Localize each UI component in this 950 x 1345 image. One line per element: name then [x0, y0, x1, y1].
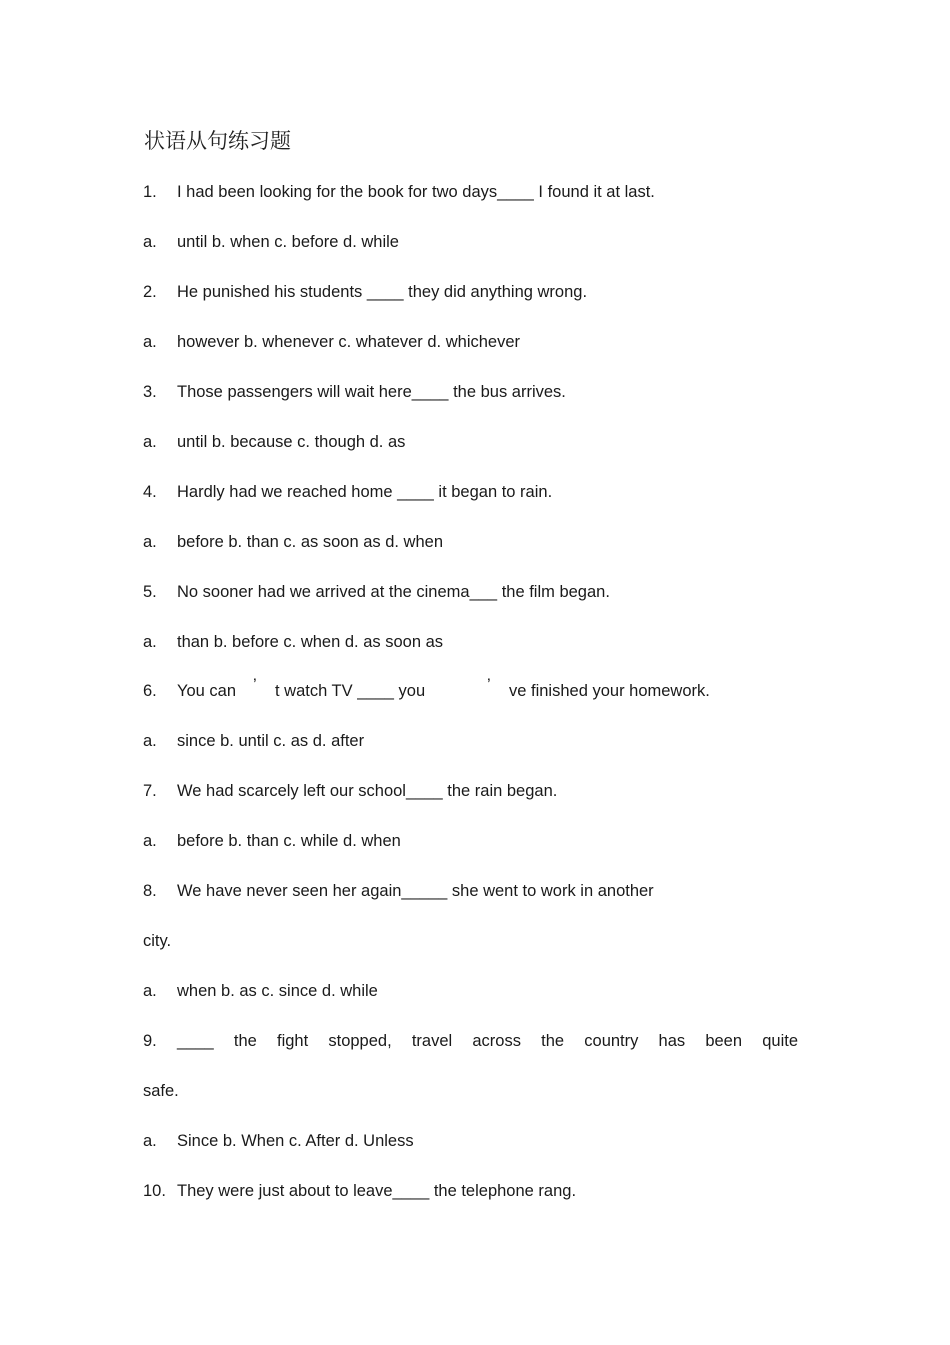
option-text: before b. than c. while d. when — [177, 832, 401, 850]
option-label: a. — [143, 333, 157, 351]
question-word: travel — [411, 1032, 453, 1050]
apostrophe-mark: ’ — [253, 676, 257, 694]
question-text: They were just about to leave____ the telephone rang. — [177, 1182, 577, 1200]
option-label: a. — [143, 982, 157, 1000]
question-number: 3. — [143, 383, 157, 401]
option-label: a. — [143, 732, 157, 750]
question-word: country — [584, 1032, 639, 1050]
question-text-justified — [177, 1029, 798, 1053]
question-word: the — [541, 1032, 565, 1050]
option-text: when b. as c. since d. while — [177, 982, 378, 1000]
page-title: 状语从句练习题 — [144, 129, 291, 153]
question-word: has — [658, 1032, 686, 1050]
option-text: since b. until c. as d. after — [177, 732, 365, 750]
question-text: We had scarcely left our school____ the rain began. — [177, 782, 558, 800]
question-text-part-2: t watch TV ____ you — [275, 682, 426, 700]
question-number: 4. — [143, 483, 157, 501]
question-text: I had been looking for the book for two days____ I found it at last. — [177, 183, 655, 201]
question-word: been — [705, 1032, 743, 1050]
question-number: 10. — [143, 1182, 166, 1200]
option-label: a. — [143, 832, 157, 850]
option-text: before b. than c. as soon as d. when — [177, 533, 444, 551]
question-text: We have never seen her again_____ she went to work in another — [177, 882, 654, 900]
apostrophe-mark: ’ — [487, 676, 491, 694]
option-label: a. — [143, 433, 157, 451]
option-label: a. — [143, 233, 157, 251]
option-text: however b. whenever c. whatever d. whichever — [177, 333, 521, 351]
question-text-part-3: ve finished your homework. — [509, 682, 710, 700]
question-number: 8. — [143, 882, 157, 900]
option-label: a. — [143, 633, 157, 651]
question-text: Hardly had we reached home ____ it began to rain. — [177, 483, 553, 501]
question-text-continuation: city. — [143, 932, 172, 950]
question-word: quite — [762, 1032, 798, 1050]
question-word: fight — [277, 1032, 309, 1050]
question-word: ____ — [177, 1032, 214, 1050]
question-number: 7. — [143, 782, 157, 800]
option-text: until b. because c. though d. as — [177, 433, 406, 451]
question-text-continuation: safe. — [143, 1082, 179, 1100]
option-label: a. — [143, 1132, 157, 1150]
question-text: Those passengers will wait here____ the bus arrives. — [177, 383, 566, 401]
question-text-part-1: You can — [177, 682, 237, 700]
question-number: 1. — [143, 183, 157, 201]
question-text: He punished his students ____ they did anything wrong. — [177, 283, 588, 301]
question-number: 2. — [143, 283, 157, 301]
question-number: 9. — [143, 1032, 157, 1050]
question-word: the — [233, 1032, 257, 1050]
question-number: 5. — [143, 583, 157, 601]
option-text: until b. when c. before d. while — [177, 233, 399, 251]
question-text: No sooner had we arrived at the cinema___ the film began. — [177, 583, 610, 601]
question-number: 6. — [143, 682, 157, 700]
question-word: stopped, — [328, 1032, 392, 1050]
option-text: than b. before c. when d. as soon as — [177, 633, 444, 651]
question-word: across — [472, 1032, 521, 1050]
option-label: a. — [143, 533, 157, 551]
option-text: Since b. When c. After d. Unless — [177, 1132, 414, 1150]
